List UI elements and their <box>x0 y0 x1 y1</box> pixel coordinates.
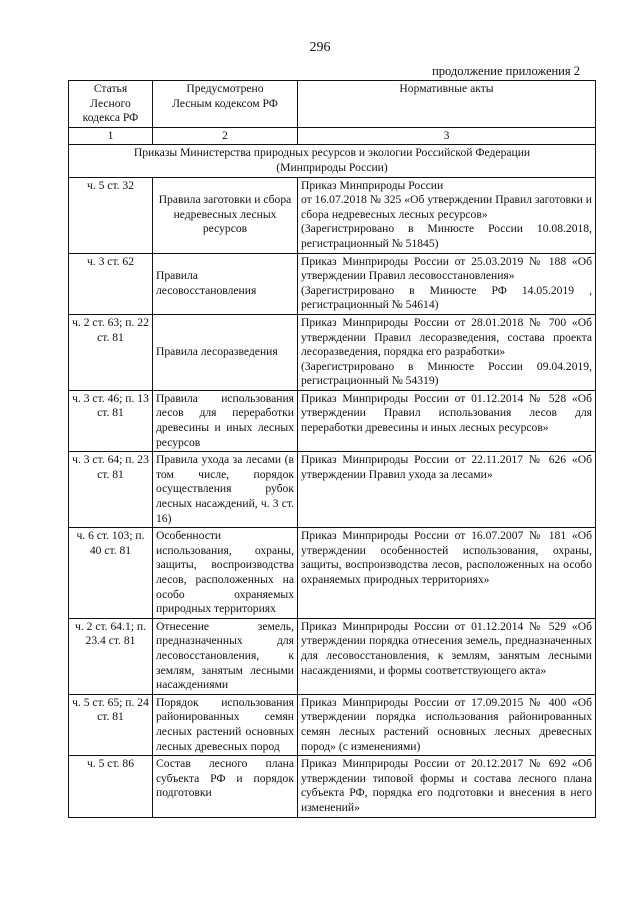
provision-cell: Особенности использования, охраны, защиты, воспроизводства лесов, расположенных на особо охраняемых природных территориях <box>153 528 298 619</box>
acts-line: Приказ Минприроды России <box>301 178 444 192</box>
acts-line: Приказ Минприроды России от 25.03.2019 № 188 «Об утверждении Правил лесовосстановления» <box>301 254 592 283</box>
header-provision <box>153 81 298 128</box>
header-line: Лесным кодексом РФ <box>172 96 278 110</box>
article-cell: ч. 2 ст. 64.1; п. 23.4 ст. 81 <box>69 618 153 694</box>
article-cell: ч. 3 ст. 64; п. 23 ст. 81 <box>69 452 153 528</box>
table-row <box>69 452 596 528</box>
header-number: 1 <box>69 127 153 145</box>
provision-cell: Отнесение земель, предназначенных для лесовосстановления, к землям, занятым лесными насаждениями <box>153 618 298 694</box>
acts-cell <box>298 452 596 528</box>
provision-cell: Правила ухода за лесами (в том числе, порядок осуществления рубок лесных насаждений, ч. 3 ст. 16) <box>153 452 298 528</box>
article-cell: ч. 3 ст. 62 <box>69 253 153 314</box>
table-row <box>69 618 596 694</box>
header-row <box>69 81 596 128</box>
article-cell: ч. 6 ст. 103; п. 40 ст. 81 <box>69 528 153 619</box>
acts-cell <box>298 177 596 253</box>
acts-cell <box>298 390 596 451</box>
provision-cell: Состав лесного плана субъекта РФ и порядок подготовки <box>153 756 298 817</box>
provision-cell: Правила лесовосстановления <box>153 253 298 314</box>
acts-line: Приказ Минприроды России от 01.12.2014 № 528 «Об утверждении Правил использования лесов для переработки древесины и иных лесных ресурсов» <box>301 391 592 435</box>
header-number: 2 <box>153 127 298 145</box>
table-row <box>69 528 596 619</box>
acts-line: Приказ Минприроды России от 22.11.2017 № 626 «Об утверждении Правил ухода за лесами» <box>301 453 592 481</box>
acts-cell <box>298 618 596 694</box>
table-row <box>69 177 596 253</box>
header-line: Лесного <box>90 96 131 110</box>
table-row <box>69 756 596 817</box>
section-title-line: Приказы Министерства природных ресурсов и экологии Российской Федерации <box>133 146 531 160</box>
table-row <box>69 694 596 755</box>
acts-line: Приказ Минприроды России от 01.12.2014 № 529 «Об утверждении порядка отнесения земель, предназначенных для лесовосстановления, к землям, занятым лесными насаждениями, и формы соответствующего акта» <box>301 619 592 677</box>
header-number: 3 <box>298 127 596 145</box>
acts-cell <box>298 756 596 817</box>
continuation-note: продолжение приложения 2 <box>432 64 580 78</box>
provision-cell: Правила лесоразведения <box>153 314 298 390</box>
acts-line: (Зарегистрировано в Минюсте РФ 14.05.2019 , регистрационный № 54614) <box>301 283 592 312</box>
acts-line: Приказ Минприроды России от 17.09.2015 № 400 «Об утверждении порядка использования районированных семян лесных растений основных лесных древесных пород» (с изменениями) <box>301 695 592 753</box>
table-row <box>69 314 596 390</box>
article-cell: ч. 3 ст. 46; п. 13 ст. 81 <box>69 390 153 451</box>
acts-line: (Зарегистрировано в Минюсте России 09.04.2019, регистрационный № 54319) <box>301 359 592 388</box>
normative-acts-table <box>68 80 596 818</box>
provision-cell: Правила использования лесов для переработки древесины и иных лесных ресурсов <box>153 390 298 451</box>
section-row <box>69 145 596 177</box>
header-line: Статья <box>93 82 128 95</box>
article-cell: ч. 2 ст. 63; п. 22 ст. 81 <box>69 314 153 390</box>
acts-cell <box>298 528 596 619</box>
header-acts <box>298 81 596 128</box>
section-title-line: (Минприроды России) <box>276 160 388 174</box>
acts-cell <box>298 694 596 755</box>
article-cell: ч. 5 ст. 65; п. 24 ст. 81 <box>69 694 153 755</box>
acts-line: Приказ Минприроды России от 20.12.2017 № 692 «Об утверждении типовой формы и состава лесного плана субъекта РФ, порядка его подготовки и внесения в него изменений» <box>301 757 592 814</box>
provision-cell: Порядок использования районированных семян лесных растений основных лесных древесных пород <box>153 694 298 755</box>
table-row <box>69 253 596 314</box>
table-row <box>69 390 596 451</box>
acts-cell <box>298 314 596 390</box>
header-article <box>69 81 153 128</box>
provision-cell: Правила заготовки и сбора недревесных лесных ресурсов <box>153 177 298 253</box>
header-line: кодекса РФ <box>82 111 139 125</box>
page-number: 296 <box>309 40 331 55</box>
header-number-row <box>69 127 596 145</box>
acts-cell <box>298 253 596 314</box>
article-cell: ч. 5 ст. 86 <box>69 756 153 817</box>
header-line: Нормативные акты <box>399 82 494 95</box>
acts-line: Приказ Минприроды России от 28.01.2018 № 700 «Об утверждении Правил лесоразведения, состава проекта лесоразведения, порядка его разработки» <box>301 315 592 359</box>
section-title <box>69 145 596 177</box>
acts-line: Приказ Минприроды России от 16.07.2007 № 181 «Об утверждении особенностей использования, охраны, защиты, воспроизводства лесов, расположенных на особо охраняемых природных территориях» <box>301 529 592 586</box>
article-cell: ч. 5 ст. 32 <box>69 177 153 253</box>
header-line: Предусмотрено <box>186 82 264 95</box>
acts-line: (Зарегистрировано в Минюсте России 10.08.2018, регистрационный № 51845) <box>301 222 592 250</box>
acts-line: от 16.07.2018 № 325 «Об утверждении Правил заготовки и сбора недревесных лесных ресурсов» <box>301 193 592 221</box>
